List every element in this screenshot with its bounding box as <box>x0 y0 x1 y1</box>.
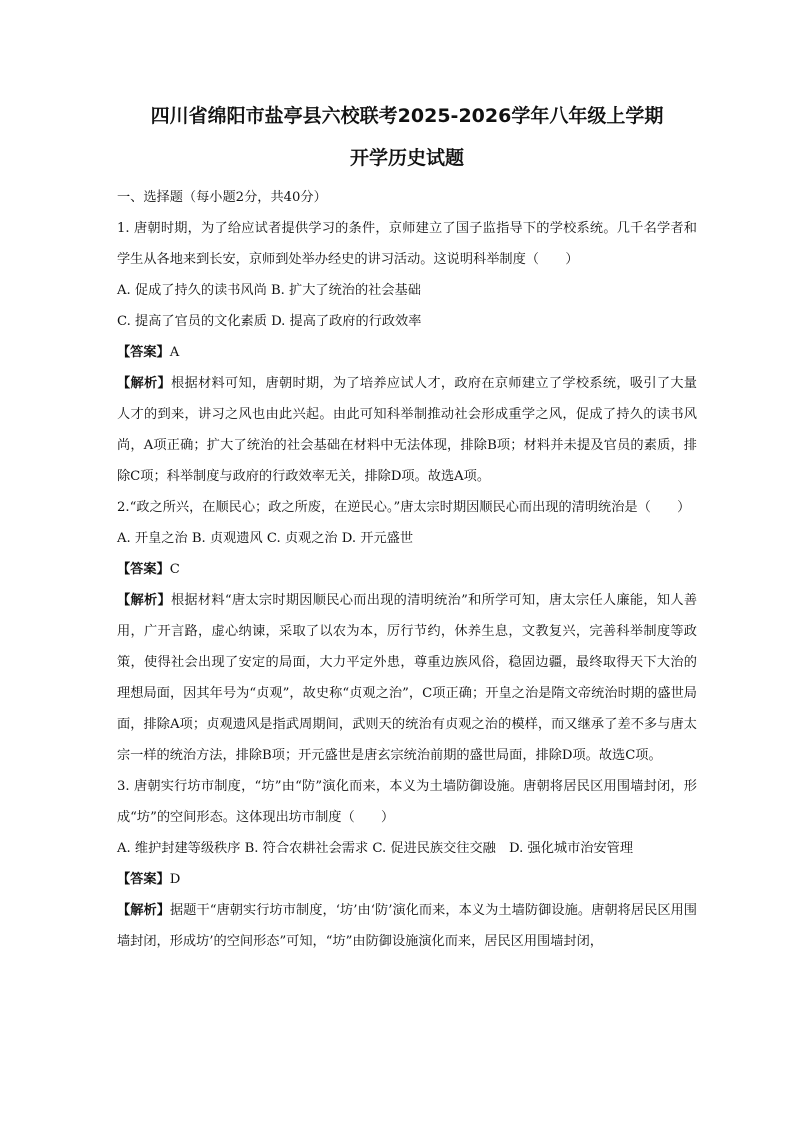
section-heading: 一、选择题（每小题2分，共40分） <box>117 190 327 205</box>
title-line-1: 四川省绵阳市盐亭县六校联考2025-2026学年八年级上学期 <box>150 105 664 127</box>
analysis-text: 根据材料可知，唐朝时期，为了培养应试人才，政府在京师建立了学校系统，吸引了大量人才的到来，讲习之风也由此兴起。由此可知科举制推动社会形成重学之风，促成了持久的读书风尚，A项正确；扩大了统治的社会基础在材料中无法体现，排除B项；材料并未提及官员的素质，排除C项；科举制度与政府的行政效率无关，排除D项。故选A项。 <box>117 376 697 484</box>
answer-row <box>117 554 697 585</box>
question-options: A. 维护封建等级秩序 B. 符合农耕社会需求 C. 促进民族交往交融 D. 强化城市治安管理 <box>117 841 634 856</box>
question-2 <box>117 492 697 771</box>
analysis-text: 据题干“唐朝实行坊市制度，‘坊’由‘防’演化而来，本义为土墙防御设施。唐朝将居民区用围墙封闭，形成坊’的空间形态”可知，“坊”由防御设施演化而来，居民区用围墙封闭， <box>117 903 697 949</box>
question-3 <box>117 771 697 957</box>
analysis-row <box>117 895 697 957</box>
answer-value: D <box>169 872 181 887</box>
analysis-text: 根据材料“唐太宗时期因顺民心而出现的清明统治”和所学可知，唐太宗任人廉能，知人善用，广开言路，虚心纳谏，采取了以农为本，厉行节约，休养生息，文教复兴，完善科举制度等政策，使得社会出现了安定的局面，大力平定外患，尊重边族风俗，稳固边疆，最终取得天下大治的理想局面，因其年号为“贞观”，故史称“贞观之治”，C项正确；开皇之治是隋文帝统治时期的盛世局面，排除A项；贞观遗风是指武周期间，武则天的统治有贞观之治的模样，而又继承了差不多与唐太宗一样的统治方法，排除B项；开元盛世是唐玄宗统治前期的盛世局面，排除D项。故选C项。 <box>117 593 698 763</box>
title-line-2: 开学历史试题 <box>349 147 464 169</box>
question-stem: 3. 唐朝实行坊市制度，“坊”由“防”演化而来，本义为土墙防御设施。唐朝将居民区用围墙封闭，形成“坊”的空间形态。这体现出坊市制度（ ） <box>117 779 697 825</box>
answer-label: 【答案】 <box>117 345 170 360</box>
analysis-label: 【解析】 <box>117 593 171 608</box>
question-options: A. 促成了持久的读书风尚 B. 扩大了统治的社会基础 <box>117 283 421 298</box>
answer-row <box>117 337 697 368</box>
question-options: A. 开皇之治 B. 贞观遗风 C. 贞观之治 D. 开元盛世 <box>117 531 414 546</box>
document-title <box>107 102 707 172</box>
answer-value: C <box>169 562 180 577</box>
answer-label: 【答案】 <box>117 872 170 887</box>
answer-value: A <box>169 345 180 360</box>
analysis-label: 【解析】 <box>117 903 170 918</box>
analysis-row <box>117 368 697 492</box>
question-options: C. 提高了官员的文化素质 D. 提高了政府的行政效率 <box>117 314 422 329</box>
analysis-row <box>117 585 697 771</box>
answer-label: 【答案】 <box>117 562 170 577</box>
answer-row <box>117 864 697 895</box>
question-stem: 1. 唐朝时期，为了给应试者提供学习的条件，京师建立了国子监指导下的学校系统。几千名学者和学生从各地来到长安，京师到处举办经史的讲习活动。这说明科举制度（ ） <box>117 221 697 267</box>
analysis-label: 【解析】 <box>117 376 171 391</box>
question-stem: 2.“政之所兴，在顺民心；政之所废，在逆民心。”唐太宗时期因顺民心而出现的清明统治是（ ） <box>117 500 691 515</box>
question-1 <box>117 213 697 492</box>
